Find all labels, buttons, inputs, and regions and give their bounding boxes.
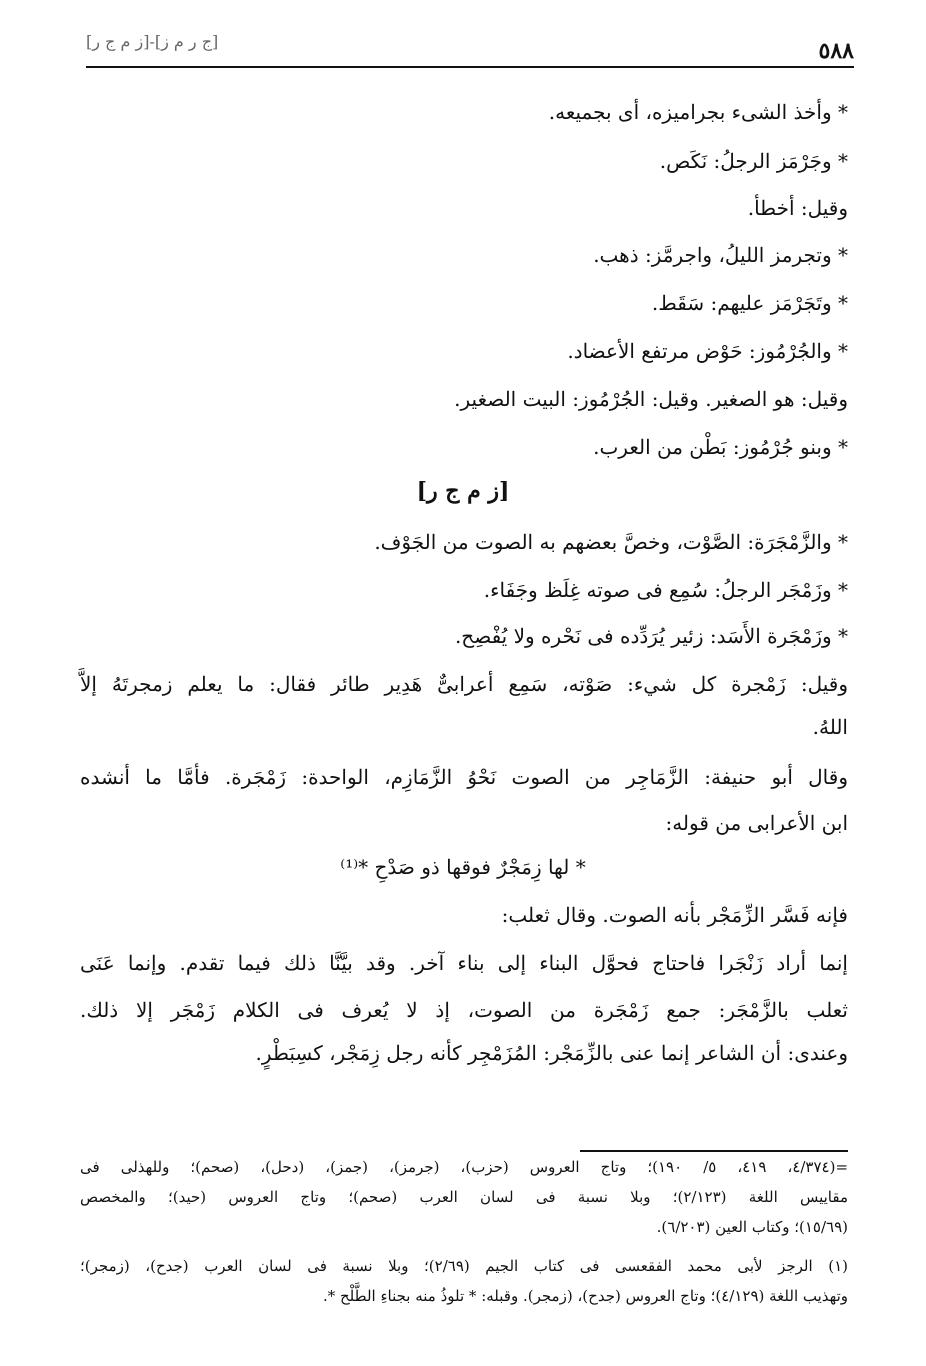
entry-line: فإنه فَسَّر الزِّمَجْر بأنه الصوت. وقال ثعلب: <box>501 903 848 927</box>
footnote-line: (١٥/٦٩)؛ وكتاب العين (٦/٢٠٣). <box>656 1218 848 1236</box>
entry-line: وقيل: أخطأ. <box>747 196 848 220</box>
entry-line: * وزَمْجَرة الأَسَد: زئير يُرَدِّده فى نَحْره ولا يُفْصِح. <box>454 624 848 648</box>
footnote-divider <box>580 1150 848 1152</box>
entry-line: وقال أبو حنيفة: الزَّمَاجِر من الصوت نَحْوُ الزَّمَازِم، الواحدة: زَمْجَرة. فأمَّا ما أنشده <box>80 765 848 789</box>
footnote-line: وتهذيب اللغة (٤/١٢٩)؛ وتاج العروس (جدح)، (زمجر). وقبله: * تلوذُ منه بجناءِ الطَّلْح *. <box>322 1287 848 1305</box>
page-header <box>86 28 854 68</box>
footnote-line: =(٤/٣٧٤، ٤١٩، ٥/ ١٩٠)؛ وتاج العروس (حزب)، (جرمز)، (جمز)، (دحل)، (صحم)؛ وللهذلى فى <box>80 1158 849 1176</box>
entry-line: * والجُرْمُوز: حَوْض مرتفع الأعضاد. <box>567 339 848 363</box>
entry-line: * وزَمْجَر الرجلُ: سُمِع فى صوته غِلَظ وجَفَاء. <box>483 578 848 602</box>
footnote-line: (١) الرجز لأبى محمد الفقعسى فى كتاب الجيم (٢/٦٩)؛ وبلا نسبة فى لسان العرب (جدح)، (زمجر)؛ <box>80 1257 848 1275</box>
running-head: [ج ر م ز]-[ز م ج ر] <box>86 32 219 51</box>
entry-line: * وأخذ الشىء بجراميزه، أى بجميعه. <box>548 100 848 124</box>
entry-line: * وبنو جُرْمُوز: بَطْن من العرب. <box>593 435 848 459</box>
footnote-line: مقاييس اللغة (٢/١٢٣)؛ وبلا نسبة فى لسان العرب (صحم)؛ وتاج العروس (حيد)؛ والمخصص <box>80 1188 848 1206</box>
entry-line: ثعلب بالزَّمْجَر: جمع زَمْجَرة من الصوت، إذ لا يُعرف فى الكلام زَمْجَر إلا ذلك. <box>80 998 848 1022</box>
entry-line: * والزَّمْجَرَة: الصَّوْت، وخصَّ بعضهم به الصوت من الجَوْف. <box>374 530 848 554</box>
entry-line: * وتجرمز الليلُ، واجرمَّز: ذهب. <box>593 243 848 267</box>
verse-line: * لها زِمَجْرٌ فوقها ذو صَدْحِ *⁽¹⁾ <box>340 855 586 879</box>
entry-line: * وتَجَرْمَز عليهم: سَقَط. <box>651 291 848 315</box>
page-number: ٥٨٨ <box>818 38 854 64</box>
entry-line: اللهُ. <box>812 715 848 739</box>
entry-line: * وجَرْمَز الرجلُ: نَكَص. <box>659 149 848 173</box>
entry-line: ابن الأعرابى من قوله: <box>665 811 848 835</box>
entry-line: وقيل: زَمْجرة كل شيء: صَوْته، سَمِع أعرابىٌّ هَدِير طائر فقال: ما يعلم زمجرتَهُ إلاَّ <box>80 672 848 696</box>
entry-line: وقيل: هو الصغير. وقيل: الجُرْمُوز: البيت الصغير. <box>454 387 848 411</box>
section-title: [ز م ج ر] <box>416 478 510 504</box>
entry-line: إنما أراد زَنْجَرا فاحتاج فحوَّل البناء إلى بناء آخر. وقد بيَّنَّا ذلك فيما تقدم. وإنما عَنَى <box>80 951 848 975</box>
entry-line: وعندى: أن الشاعر إنما عنى بالزِّمَجْر: المُزَمْجِر كأنه رجل زِمَجْر، كسِبَطْرٍ. <box>255 1041 848 1065</box>
